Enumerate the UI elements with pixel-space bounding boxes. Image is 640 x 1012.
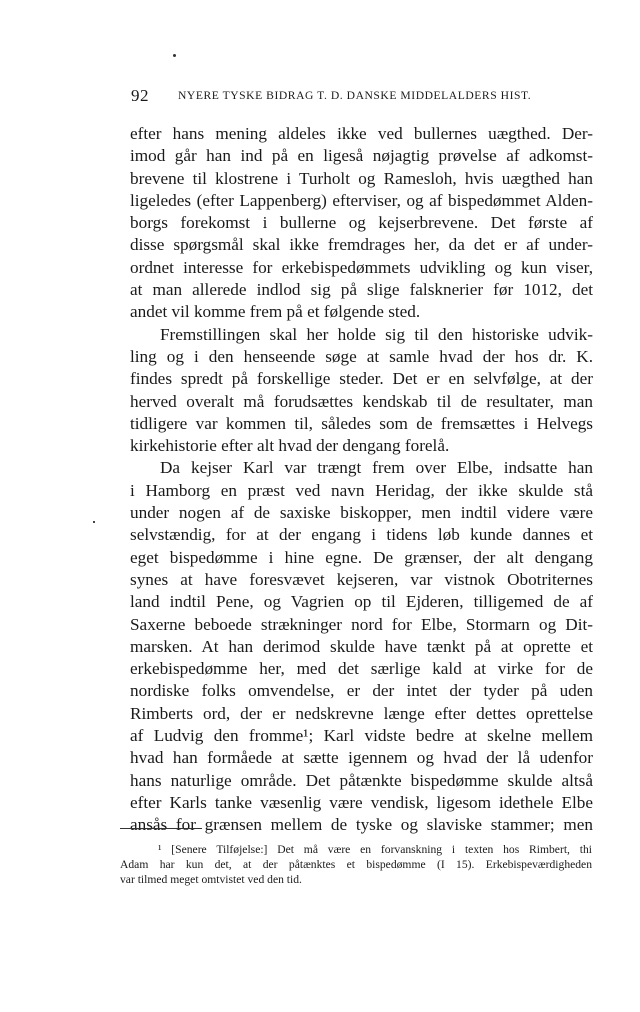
- text-line: ling og i den henseende søge at samle hvad der hos dr. K.: [130, 346, 593, 366]
- text-line: Da kejser Karl var trængt frem over Elbe, indsatte han: [160, 458, 593, 478]
- text-line: selvstændig, for at der engang i tidens løb kunde dannes et: [130, 525, 593, 545]
- text-line: herved overalt må forudsættes kendskab til de resultater, man: [130, 391, 593, 411]
- text-line: Fremstillingen skal her holde sig til den historiske udvik-: [160, 324, 593, 344]
- text-line: under nogen af de saxiske biskopper, men indtil videre være: [130, 503, 593, 523]
- text-line: ligeledes (efter Lappenberg) efterviser, og af bispedømmet Alden-: [130, 190, 593, 210]
- page-number: 92: [131, 86, 149, 105]
- footnote-line: ¹ [Senere Tilføjelse:] Det må være en forvanskning i texten hos Rimbert, thi: [158, 843, 592, 856]
- text-line: efter hans mening aldeles ikke ved bullernes uægthed. Der-: [130, 124, 593, 143]
- text-line: land indtil Pene, og Vagrien op til Ejderen, tilligemed de af: [130, 592, 593, 612]
- text-line: kirkehistorie efter alt hvad der dengang forelå.: [130, 436, 450, 456]
- margin-mark: [93, 521, 95, 523]
- text-line: af Ludvig den fromme¹; Karl vidste bedre at skelne mellem: [130, 726, 593, 746]
- page-header: [131, 86, 601, 108]
- text-line: efter Karls tanke væsenlig være vendisk, ligesom idethele Elbe: [130, 792, 593, 812]
- text-line: at man allerede indlod sig på slige falsknerier før 1012, det: [130, 280, 593, 300]
- text-line: andet vil komme frem på et følgende sted.: [130, 302, 421, 322]
- text-line: Saxerne beboede strækninger nord for Elbe, Stormarn og Dit-: [130, 614, 593, 634]
- text-line: hans naturlige område. Det påtænkte bispedømme skulde altså: [130, 770, 593, 790]
- print-speck: [173, 54, 176, 57]
- text-line: eget bispedømme i hine egne. De grænser, der alt dengang: [130, 547, 593, 567]
- footnote-line: Adam har kun det, at der påtænktes et bispedømme (I 15). Erkebispeværdigheden: [120, 858, 592, 871]
- footnotes: [120, 842, 592, 887]
- text-line: tidligere var kommen til, således som de fremsættes i Helvegs: [130, 413, 593, 433]
- body-text: [130, 123, 593, 837]
- text-line: Rimberts ord, der er nedskrevne længe efter dettes oprettelse: [130, 703, 593, 723]
- text-line: erkebispedømme her, med det særlige kald at virke for de: [130, 659, 593, 679]
- text-line: marsken. At han derimod skulde have tænkt på at oprette et: [130, 636, 593, 656]
- text-line: ansås for grænsen mellem de tyske og slaviske stammer; men: [130, 815, 593, 835]
- text-line: findes spredt på forskellige steder. Det er en selvfølge, at der: [130, 369, 593, 389]
- text-line: disse spørgsmål skal ikke fremdrages her, da det er af under-: [130, 235, 593, 255]
- text-line: imod går han ind på en ligeså nøjagtig prøvelse af adkomst-: [130, 146, 593, 166]
- text-line: nordiske folks omvendelse, er der intet der tyder på uden: [130, 681, 593, 701]
- text-line: brevene til klostrene i Turholt og Ramesloh, hvis uægthed han: [130, 168, 593, 188]
- running-title: NYERE TYSKE BIDRAG T. D. DANSKE MIDDELALDERS HIST.: [178, 89, 532, 102]
- text-line: ordnet interesse for erkebispedømmets udvikling og kun viser,: [130, 257, 593, 277]
- text-line: hvad han formåede at sætte igennem og hvad der lå udenfor: [130, 748, 593, 768]
- text-line: i Hamborg en præst ved navn Heridag, der ikke skulde stå: [130, 480, 593, 500]
- footnote-line: var tilmed meget omtvistet ved den tid.: [120, 873, 302, 886]
- text-line: synes at have foresvævet kejseren, var vistnok Obotriternes: [130, 569, 593, 589]
- footnote-divider: [120, 828, 202, 829]
- text-line: borgs forekomst i bullerne og kejserbrevene. Det første af: [130, 213, 593, 233]
